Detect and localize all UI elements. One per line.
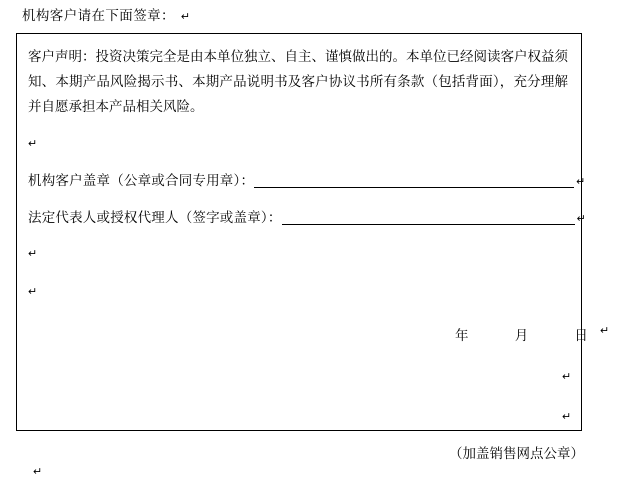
page-heading [22, 4, 191, 24]
org-seal-rule[interactable] [254, 172, 574, 188]
blank-paragraph-3 [28, 284, 37, 298]
paragraph-mark-icon: ↵ [28, 138, 38, 150]
paragraph-mark-bottom [33, 466, 42, 478]
stamp-note: （加盖销售网点公章） [449, 446, 584, 461]
org-seal-label: 机构客户盖章（公章或合同专用章）： [28, 173, 255, 188]
page-heading-text: 机构客户请在下面签章： [22, 8, 175, 23]
customer-declaration: 客户声明：投资决策完全是由本单位独立、自主、谨慎做出的。本单位已经阅读客户权益须知、本期产品风险揭示书、本期产品说明书及客户协议书所有条款（包括背面），充分理解并自愿承担本产品相关风险。 [28, 49, 568, 114]
paragraph-mark-icon: ↵ [562, 411, 572, 423]
legal-rep-rule[interactable] [282, 209, 575, 225]
date-row[interactable] [455, 324, 588, 344]
blank-paragraph-2 [28, 246, 37, 260]
paragraph-mark-icon: ↵ [576, 213, 586, 225]
org-seal-field[interactable] [28, 169, 585, 189]
paragraph-mark-right [600, 325, 609, 337]
date-year-label: 年 [455, 328, 469, 343]
paragraph-mark-icon: ↵ [600, 325, 610, 337]
signature-box [16, 33, 589, 431]
paragraph-mark-icon: ↵ [562, 371, 572, 383]
legal-rep-label: 法定代表人或授权代理人（签字或盖章）： [28, 210, 282, 225]
blank-paragraph-5 [562, 409, 571, 423]
blank-paragraph-1 [28, 136, 37, 150]
blank-paragraph-4 [562, 369, 571, 383]
paragraph-mark-icon: ↵ [576, 176, 586, 188]
date-month-label: 月 [514, 328, 529, 343]
paragraph-mark-icon: ↵ [180, 11, 191, 23]
legal-rep-field[interactable] [28, 206, 586, 226]
paragraph-mark-icon: ↵ [28, 286, 38, 298]
paragraph-mark-icon: ↵ [28, 248, 38, 260]
date-day-label: 日 [574, 328, 589, 343]
paragraph-mark-icon: ↵ [33, 466, 43, 478]
